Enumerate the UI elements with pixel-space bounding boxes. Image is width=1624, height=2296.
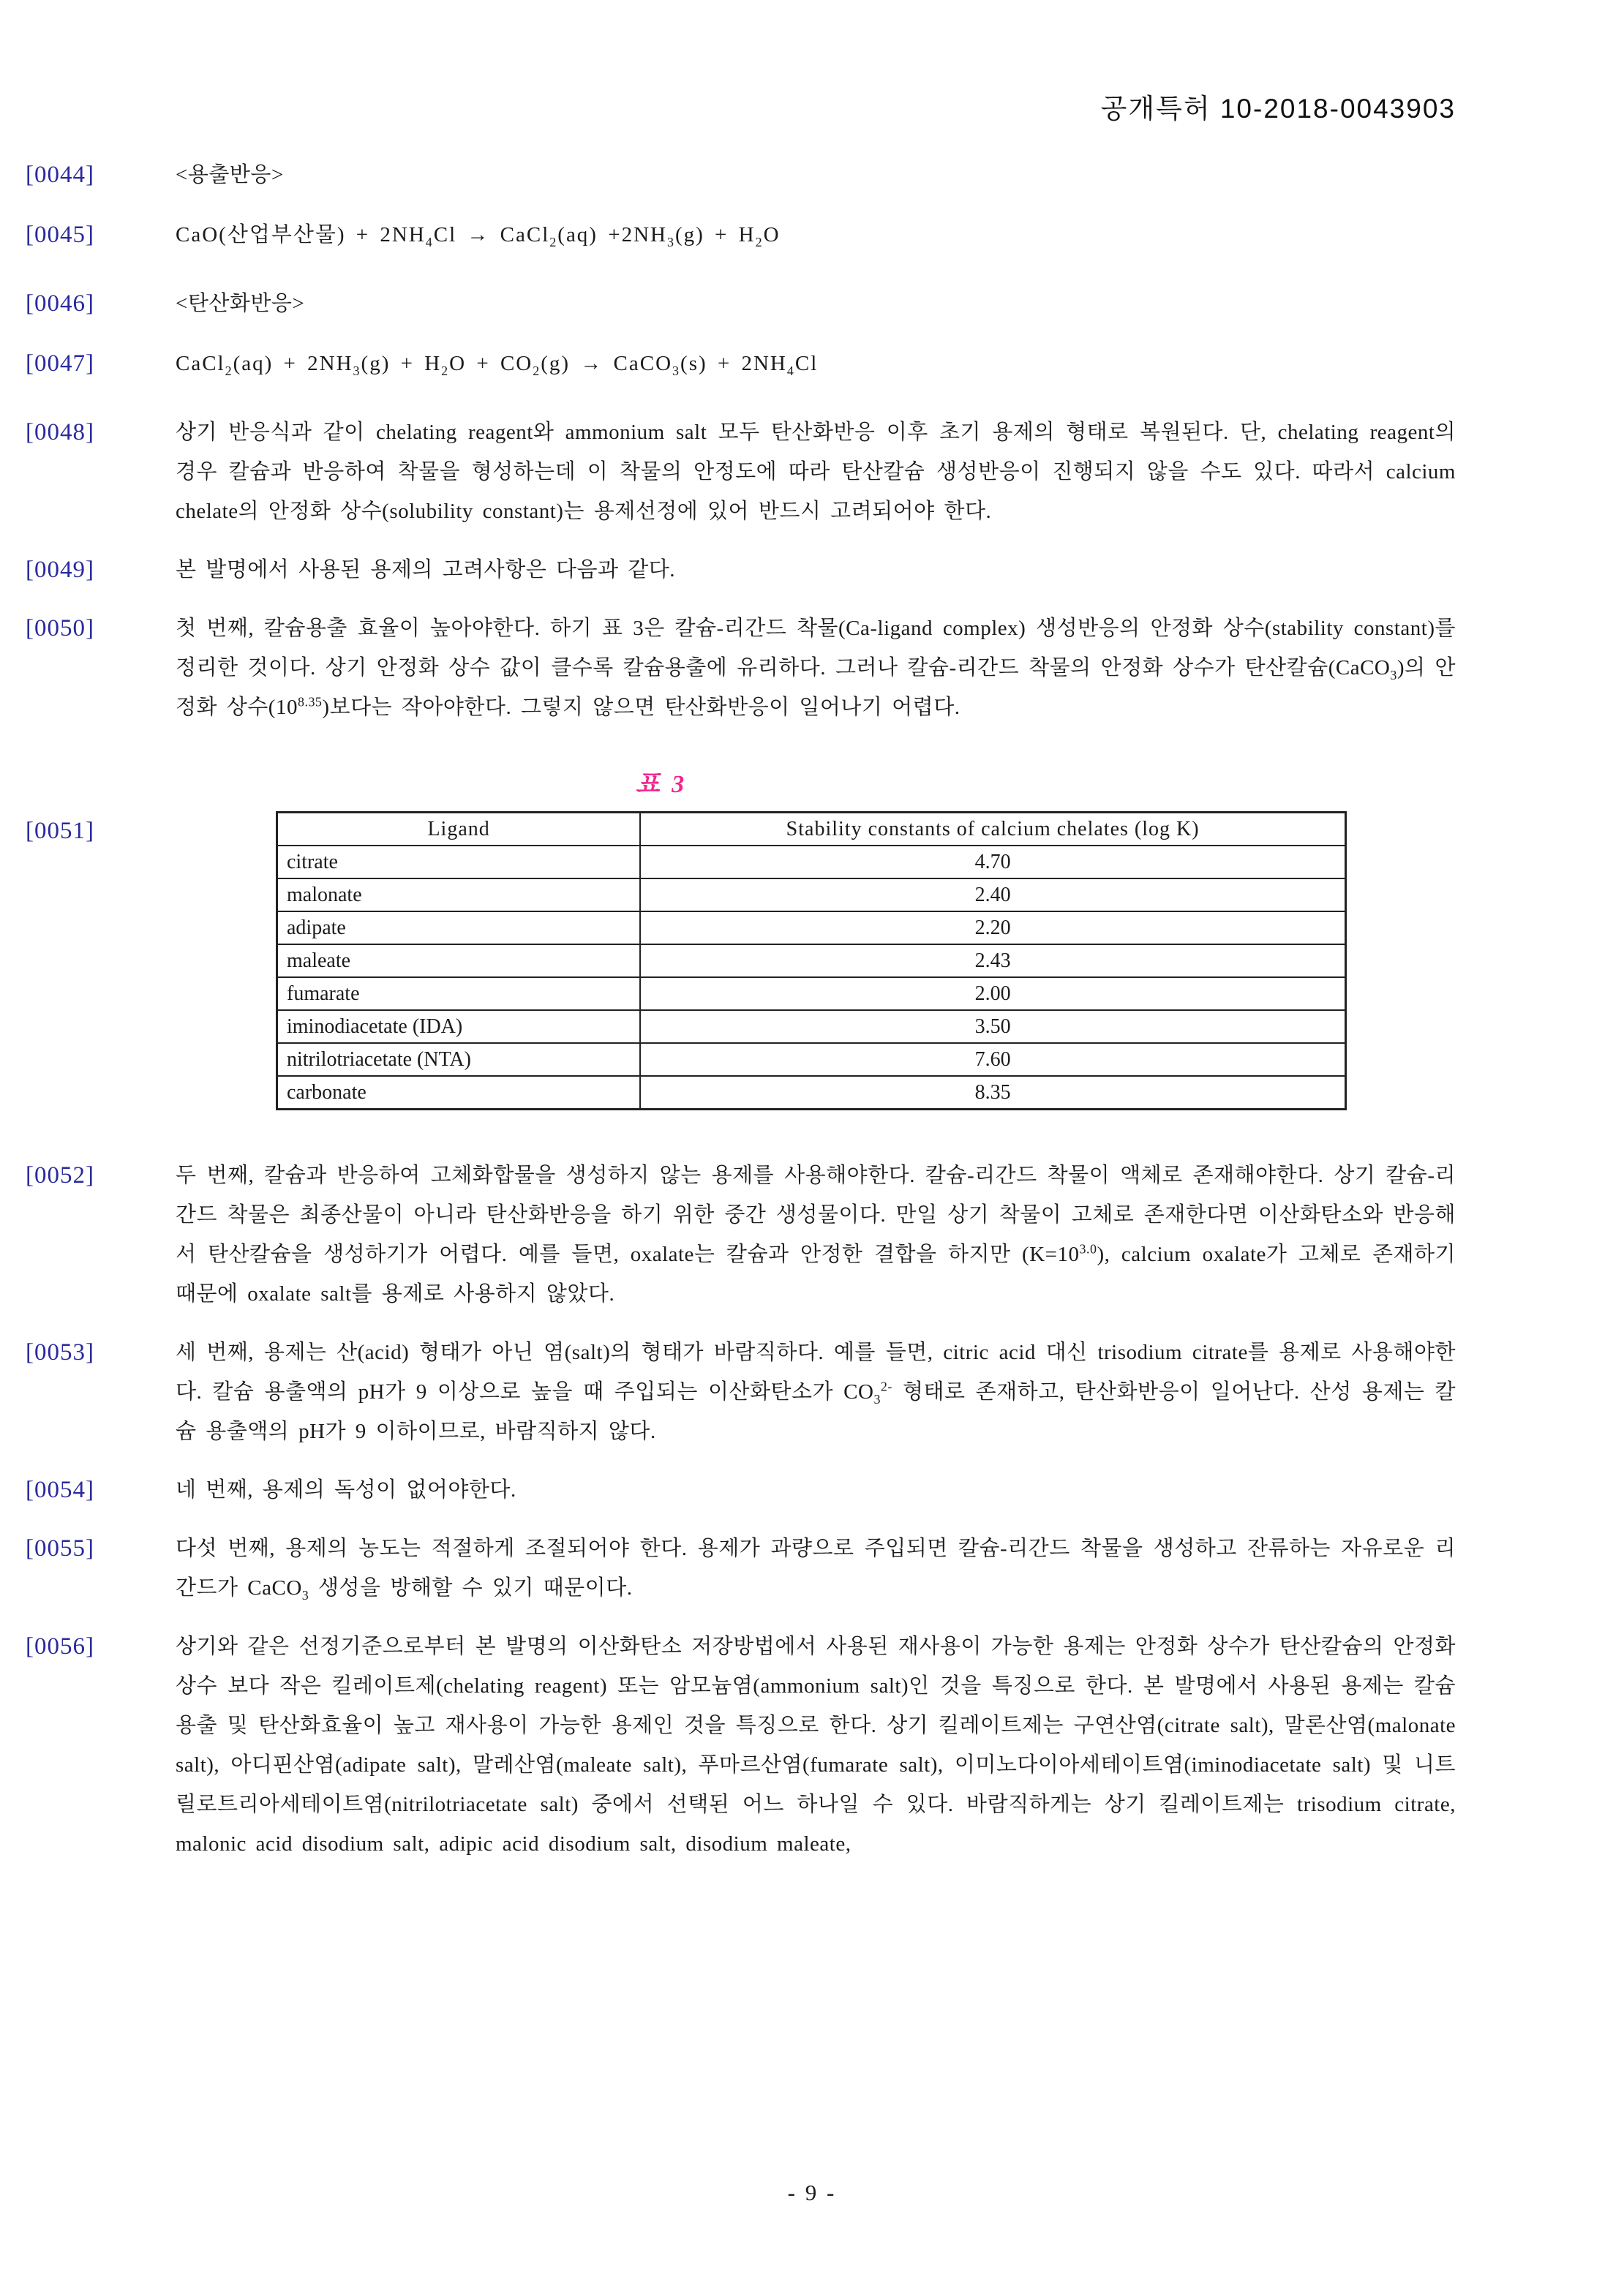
paragraph-0051 (26, 811, 1489, 1110)
paragraph-number: [0050] (26, 615, 94, 641)
paragraph-0047 (26, 344, 1489, 383)
paragraph-number: [0045] (26, 222, 94, 248)
paragraph-number: [0048] (26, 419, 94, 445)
stability-constant-cell: 2.40 (640, 878, 1345, 911)
table-body (277, 846, 1346, 1110)
paragraph-text: 두 번째, 칼슘과 반응하여 고체화합물을 생성하지 않는 용제를 사용해야한다. 칼슘-리간드 착물이 액체로 존재해야한다. 상기 칼슘-리간드 착물은 최종산물이 아니라 탄산화반응을 하기 위한 중간 생성물이다. 만일 상기 착물이 고체로 존재한다면 이산화탄소와 반응해서 탄산칼슘을 생성하기가 어렵다. 예를 들면, oxalate는 칼슘과 안정한 결합을 하지만 $(K=10^{3.0})$, calcium oxalate가 고체로 존재하기 때문에 oxalate salt를 용제로 사용하지 않았다. (176, 1164, 1456, 1306)
paragraph-text: 다섯 번째, 용제의 농도는 적절하게 조절되어야 한다. 용제가 과량으로 주입되면 칼슘-리간드 착물을 생성하고 잔류하는 자유로운 리간드가 CaCO$_3$ 생성을 방해할 수 있기 때문이다. (176, 1537, 1456, 1603)
stability-constant-cell: 2.43 (640, 944, 1345, 977)
table-row (277, 1043, 1346, 1076)
ligand-cell: adipate (277, 911, 641, 944)
stability-constant-cell: 4.70 (640, 846, 1345, 878)
table-3-block (26, 764, 1489, 1110)
stability-constant-column-header: Stability constants of calcium chelates (log K) (640, 813, 1345, 846)
carbonation-reaction-formula: CaCl$_2$(aq) + $2NH_3(g) + H_2O + CO_2(g)$ → CaCO$_3$(s) + $2NH_4Cl$ (176, 352, 819, 378)
leaching-reaction-formula: CaO(산업부산물) + $2NH_4Cl$ → CaCl$_2$(aq) $+2NH_3(g) + H_2O$ (176, 223, 781, 249)
publication-number-header: 공개특허 10-2018-0043903 (1100, 94, 1456, 124)
paragraph-number: [0056] (26, 1633, 94, 1660)
page-number: - 9 - (787, 2180, 837, 2205)
paragraph-number: [0055] (26, 1535, 94, 1562)
ligand-cell: carbonate (277, 1076, 641, 1110)
table-row (277, 878, 1346, 911)
document-body (26, 155, 1489, 1883)
paragraph-0044 (26, 155, 1489, 195)
ligand-column-header: Ligand (277, 813, 641, 846)
table-header-row (277, 813, 1346, 846)
paragraph-text: 상기 반응식과 같이 chelating reagent와 ammonium salt 모두 탄산화반응 이후 초기 용제의 형태로 복원된다. 단, chelating reagent의 경우 칼슘과 반응하여 착물을 형성하는데 이 착물의 안정도에 따라 탄산칼슘 생성반응이 진행되지 않을 수도 있다. 따라서 calcium chelate의 안정화 상수(solubility constant)는 용제선정에 있어 반드시 고려되어야 한다. (176, 421, 1456, 523)
paragraph-text: <용출반응> (176, 163, 284, 187)
paragraph-0056 (26, 1627, 1489, 1864)
table-row (277, 846, 1346, 878)
table-row (277, 1010, 1346, 1043)
paragraph-text: 네 번째, 용제의 독성이 없어야한다. (176, 1478, 516, 1502)
paragraph-0048 (26, 413, 1489, 531)
stability-constant-cell: 2.00 (640, 977, 1345, 1010)
paragraph-number: [0046] (26, 290, 94, 317)
stability-constants-table (276, 811, 1347, 1110)
ligand-cell: maleate (277, 944, 641, 977)
table-row (277, 911, 1346, 944)
paragraph-0045 (26, 215, 1489, 255)
table-row (277, 944, 1346, 977)
stability-constant-cell: 2.20 (640, 911, 1345, 944)
table-row (277, 1076, 1346, 1110)
paragraph-0046 (26, 284, 1489, 323)
stability-constant-cell: 8.35 (640, 1076, 1345, 1110)
table-3-title: 표 3 (635, 771, 688, 798)
ligand-cell: nitrilotriacetate (NTA) (277, 1043, 641, 1076)
paragraph-0049 (26, 550, 1489, 590)
stability-constant-cell: 7.60 (640, 1043, 1345, 1076)
table-row (277, 977, 1346, 1010)
paragraph-number: [0051] (26, 818, 94, 844)
ligand-cell: iminodiacetate (IDA) (277, 1010, 641, 1043)
paragraph-number: [0047] (26, 350, 94, 377)
stability-constant-cell: 3.50 (640, 1010, 1345, 1043)
paragraph-text: <탄산화반응> (176, 292, 305, 315)
paragraph-number: [0052] (26, 1162, 94, 1189)
paragraph-0054 (26, 1470, 1489, 1510)
paragraph-0055 (26, 1529, 1489, 1608)
paragraph-number: [0054] (26, 1477, 94, 1503)
ligand-cell: fumarate (277, 977, 641, 1010)
ligand-cell: malonate (277, 878, 641, 911)
paragraph-number: [0044] (26, 162, 94, 188)
paragraph-0053 (26, 1333, 1489, 1451)
paragraph-0052 (26, 1156, 1489, 1314)
paragraph-text: 본 발명에서 사용된 용제의 고려사항은 다음과 같다. (176, 558, 676, 581)
paragraph-number: [0049] (26, 557, 94, 583)
paragraph-text: 상기와 같은 선정기준으로부터 본 발명의 이산화탄소 저장방법에서 사용된 재사용이 가능한 용제는 안정화 상수가 탄산칼슘의 안정화 상수 보다 작은 킬레이트제(chelating reagent) 또는 암모늄염(ammonium salt)인 것을 특징으로 한다. 본 발명에서 사용된 용제는 칼슘 용출 및 탄산화효율이 높고 재사용이 가능한 용제인 것을 특징으로 한다. 상기 킬레이트제는 구연산염(citrate salt), 말론산염(malonate salt), 아디핀산염(adipate salt), 말레산염(maleate salt), 푸마르산염(fumarate salt), 이미노다이아세테이트염(iminodiacetate salt) 및 니트릴로트리아세테이트염(nitrilotriacetate salt) 중에서 선택된 어느 하나일 수 있다. 바람직하게는 상기 킬레이트제는 trisodium citrate, malonic acid disodium salt, adipic acid disodium salt, disodium maleate, (176, 1635, 1456, 1856)
paragraph-text: 세 번째, 용제는 산(acid) 형태가 아닌 염(salt)의 형태가 바람직하다. 예를 들면, citric acid 대신 trisodium citrate를 용제로 사용해야한다. 칼슘 용출액의 pH가 9 이상으로 높을 때 주입되는 이산화탄소가 $CO_3^{2-}$ 형태로 존재하고, 탄산화반응이 일어난다. 산성 용제는 칼슘 용출액의 pH가 9 이하이므로, 바람직하지 않다. (176, 1341, 1456, 1443)
table-header (277, 813, 1346, 846)
paragraph-0050 (26, 609, 1489, 727)
paragraph-text: 첫 번째, 칼슘용출 효율이 높아야한다. 하기 표 3은 칼슘-리간드 착물(Ca-ligand complex) 생성반응의 안정화 상수(stability constant)를 정리한 것이다. 상기 안정화 상수 값이 클수록 칼슘용출에 유리하다. 그러나 칼슘-리간드 착물의 안정화 상수가 탄산칼슘(CaCO$_3$)의 안정화 상수$(10^{8.35})$보다는 작아야한다. 그렇지 않으면 탄산화반응이 일어나기 어렵다. (176, 617, 1456, 719)
ligand-cell: citrate (277, 846, 641, 878)
paragraph-number: [0053] (26, 1339, 94, 1366)
